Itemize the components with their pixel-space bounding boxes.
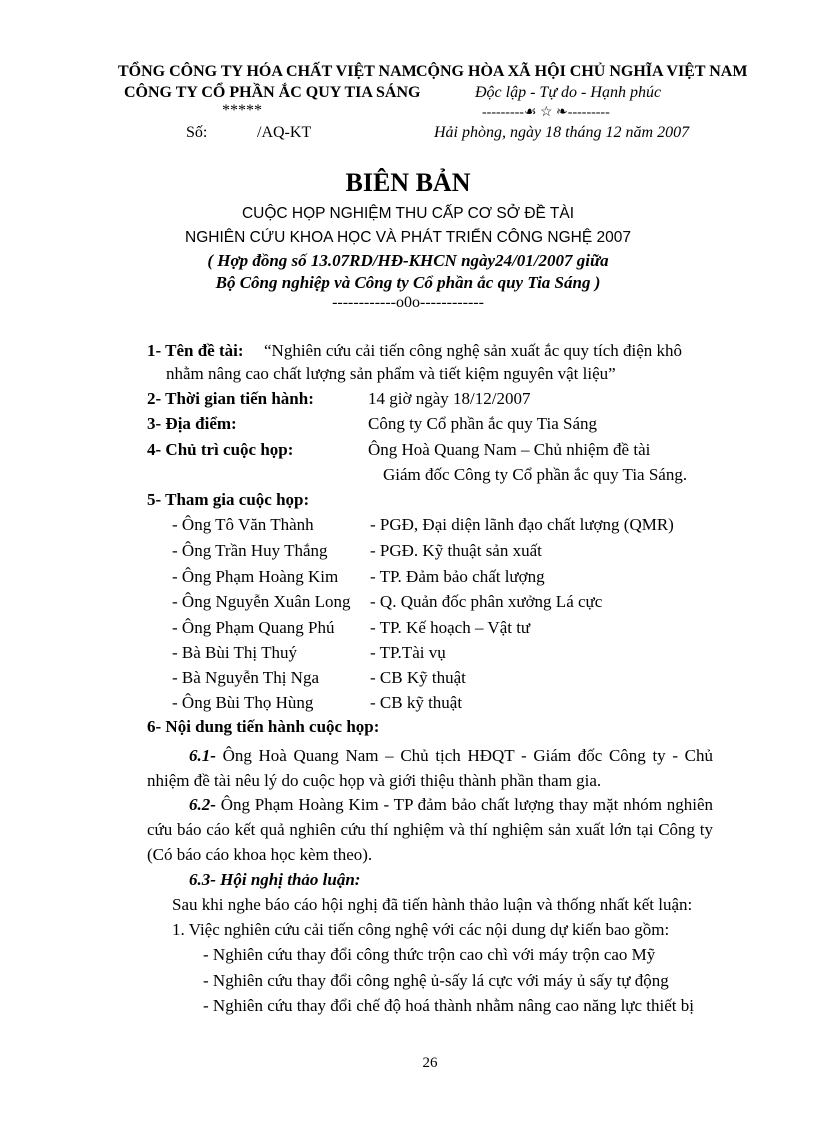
section-6-1 — [147, 743, 713, 793]
place-label: 3- Địa điểm: — [147, 414, 237, 433]
section-6-1-text: Ông Hoà Quang Nam – Chủ tịch HĐQT - Giám đốc Công ty - Chủ nhiệm đề tài nêu lý do cuộc họp và giới thiệu thành phần tham gia. — [147, 746, 713, 790]
section-6-1-label: 6.1- — [189, 746, 216, 765]
section-6-3-intro: Sau khi nghe báo cáo hội nghị đã tiến hành thảo luận và thống nhất kết luận: — [172, 895, 693, 914]
contract-line-1: ( Hợp đồng số 13.07RD/HĐ-KHCN ngày24/01/2007 giữa — [207, 251, 609, 270]
contract-line-2: Bộ Công nghiệp và Công ty Cổ phần ắc quy Tia Sáng ) — [215, 273, 601, 292]
nation-motto: Độc lập - Tự do - Hạnh phúc — [475, 84, 662, 101]
doc-number-label: Số: — [186, 124, 208, 141]
bullet-item: - Nghiên cứu thay đổi công nghệ ủ-sấy lá cực với máy ủ sấy tự động — [203, 971, 669, 990]
title-divider: ------------o0o------------ — [332, 294, 484, 311]
place-date: Hải phòng, ngày 18 tháng 12 năm 2007 — [434, 124, 690, 141]
content-label: 6- Nội dung tiến hành cuộc họp: — [147, 717, 380, 736]
topic-line-2: nhằm nâng cao chất lượng sản phẩm và tiết kiệm nguyên vật liệu” — [166, 364, 616, 383]
page-number: 26 — [422, 1055, 438, 1071]
document-subtitle-1: CUỘC HỌP NGHIỆM THU CẤP CƠ SỞ ĐỀ TÀI — [241, 205, 575, 222]
document-title: BIÊN BẢN — [345, 168, 471, 197]
document-subtitle-2: NGHIÊN CỨU KHOA HỌC VÀ PHÁT TRIỂN CÔNG NGHỆ 2007 — [185, 229, 631, 246]
nation-line1: CỘNG HÒA XÃ HỘI CHỦ NGHĨA VIỆT NAM — [416, 63, 748, 80]
participant-role: - Q. Quản đốc phân xưởng Lá cực — [370, 592, 603, 611]
participant-name: - Ông Nguyễn Xuân Long — [172, 592, 351, 611]
participant-name: - Ông Trần Huy Thắng — [172, 541, 328, 560]
section-6-2 — [147, 792, 713, 867]
org-name-line1: TỔNG CÔNG TY HÓA CHẤT VIỆT NAM — [118, 63, 417, 80]
bullet-item: - Nghiên cứu thay đổi chế độ hoá thành nhằm nâng cao năng lực thiết bị — [203, 996, 694, 1015]
participant-role: - TP. Đảm bảo chất lượng — [370, 567, 545, 586]
chair-value-2: Giám đốc Công ty Cổ phần ắc quy Tia Sáng. — [383, 465, 688, 484]
bullet-item: - Nghiên cứu thay đổi công thức trộn cao chì với máy trộn cao Mỹ — [203, 945, 656, 964]
participant-name: - Ông Tô Văn Thành — [172, 515, 314, 534]
participant-name: - Bà Nguyễn Thị Nga — [172, 668, 319, 687]
section-6-2-text: Ông Phạm Hoàng Kim - TP đảm bảo chất lượng thay mặt nhóm nghiên cứu báo cáo kết quả nghiên cứu thí nghiệm và thí nghiệm sản xuất lớn tại Công ty (Có báo cáo khoa học kèm theo). — [147, 795, 713, 864]
org-name-line2: CÔNG TY CỔ PHẦN ẮC QUY TIA SÁNG — [124, 84, 421, 101]
chair-label: 4- Chủ trì cuộc họp: — [147, 440, 294, 459]
participant-role: - CB Kỹ thuật — [370, 668, 466, 687]
participant-role: - CB kỹ thuật — [370, 693, 463, 712]
participant-name: - Ông Phạm Hoàng Kim — [172, 567, 339, 586]
participant-role: - TP.Tài vụ — [370, 643, 446, 662]
participant-role: - PGĐ, Đại diện lãnh đạo chất lượng (QMR) — [370, 515, 674, 534]
participant-name: - Ông Phạm Quang Phú — [172, 618, 335, 637]
topic-label: 1- Tên đề tài: — [147, 341, 244, 360]
time-label: 2- Thời gian tiến hành: — [147, 389, 314, 408]
conclusion-point-1: 1. Việc nghiên cứu cải tiến công nghệ với các nội dung dự kiến bao gồm: — [172, 920, 670, 939]
topic-line-1: “Nghiên cứu cải tiến công nghệ sản xuất ắc quy tích điện khô — [264, 341, 683, 360]
participant-role: - PGĐ. Kỹ thuật sản xuất — [370, 541, 542, 560]
participant-name: - Bà Bùi Thị Thuý — [172, 643, 297, 662]
section-6-2-label: 6.2- — [189, 795, 216, 814]
time-value: 14 giờ ngày 18/12/2007 — [368, 389, 531, 408]
participant-role: - TP. Kế hoạch – Vật tư — [370, 618, 531, 637]
participants-label: 5- Tham gia cuộc họp: — [147, 490, 310, 509]
doc-number-value: /AQ-KT — [257, 124, 312, 141]
place-value: Công ty Cổ phần ắc quy Tia Sáng — [368, 414, 598, 433]
org-stars: ***** — [222, 102, 262, 119]
nation-ornament: ---------☙ ☆ ❧--------- — [482, 105, 610, 120]
section-6-3-heading: 6.3- Hội nghị thảo luận: — [189, 870, 361, 889]
chair-value-1: Ông Hoà Quang Nam – Chủ nhiệm đề tài — [368, 440, 651, 459]
participant-name: - Ông Bùi Thọ Hùng — [172, 693, 314, 712]
